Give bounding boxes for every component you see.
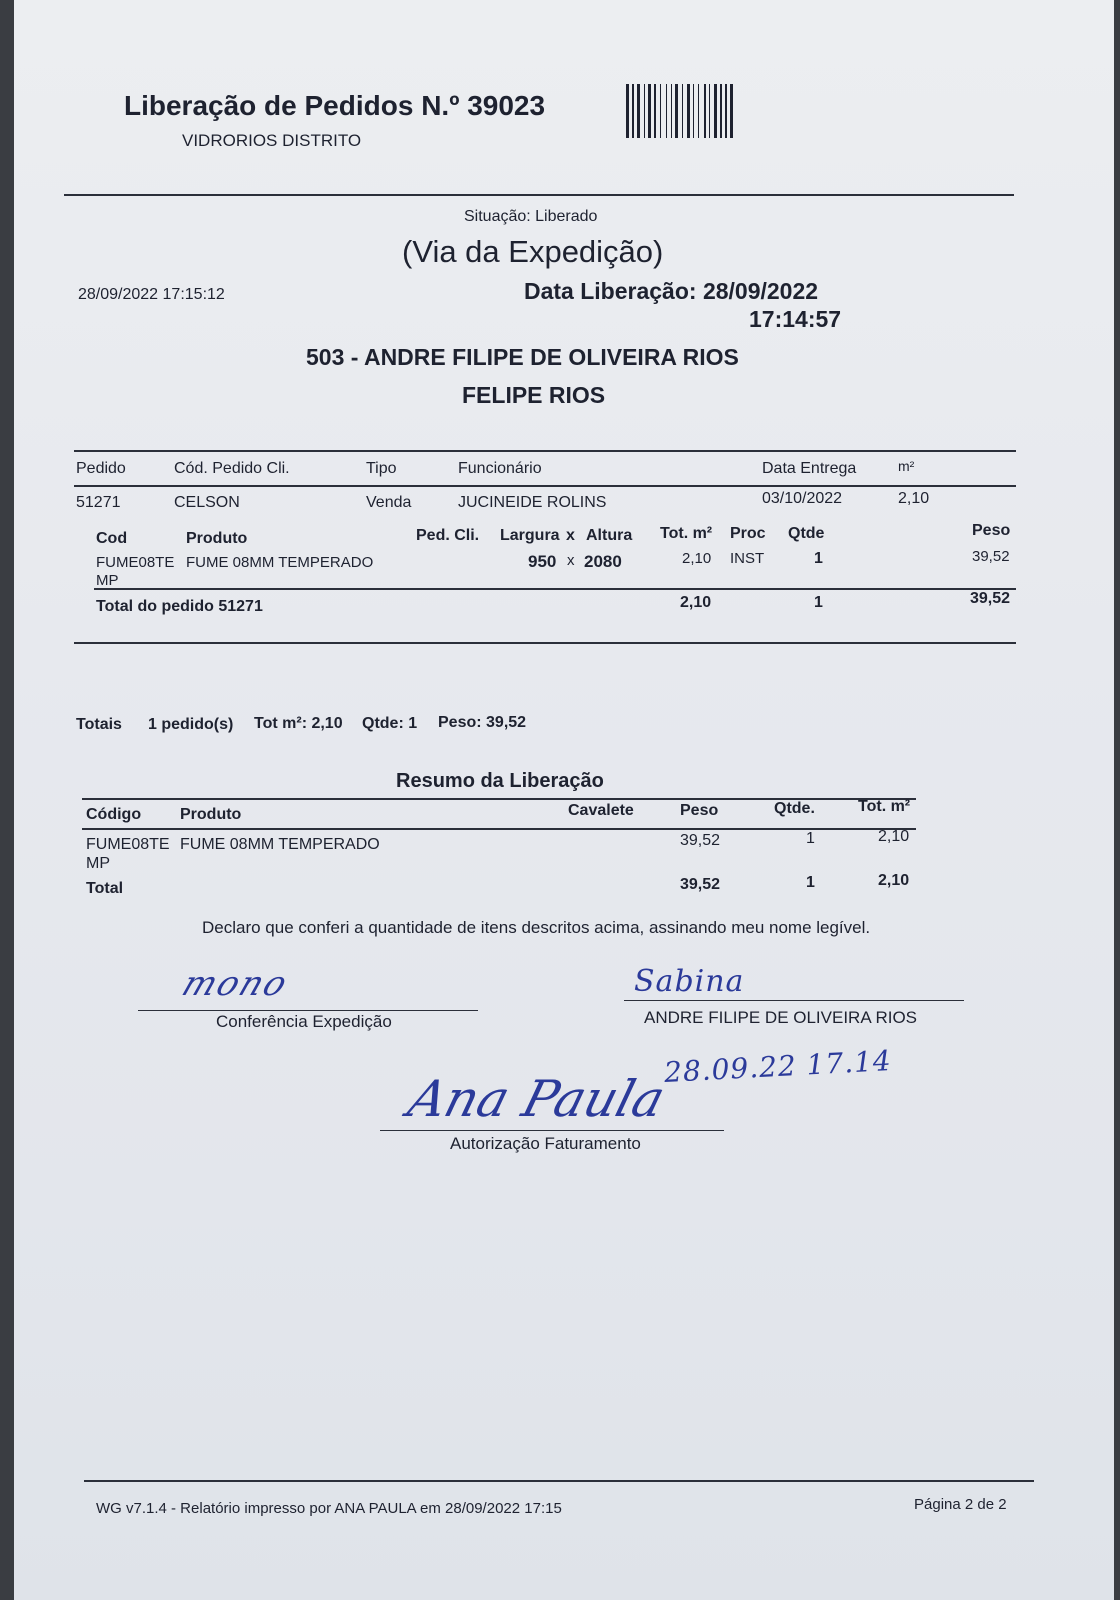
order-data-entrega: 03/10/2022 — [762, 490, 843, 507]
barcode-icon — [624, 84, 794, 138]
summary-tot-m2: 2,10 — [878, 828, 910, 845]
summary-total-m2: 2,10 — [878, 872, 910, 889]
summary-col-cavalete: Cavalete — [568, 802, 634, 819]
summary-total-peso: 39,52 — [680, 876, 721, 893]
item-x: x — [567, 552, 575, 569]
order-total-qtde: 1 — [814, 594, 823, 611]
order-table-header-line — [74, 485, 1016, 487]
col-data-entrega: Data Entrega — [762, 460, 857, 477]
items-col-largura: Largura — [500, 527, 560, 544]
order-total-label: Total do pedido 51271 — [96, 598, 263, 615]
item-produto: FUME 08MM TEMPERADO — [186, 554, 374, 571]
totals-peso: Peso: 39,52 — [438, 714, 527, 731]
col-funcionario: Funcionário — [458, 460, 542, 477]
signature-label-cliente: ANDRE FILIPE DE OLIVEIRA RIOS — [644, 1008, 918, 1027]
summary-codigo-cont: MP — [86, 855, 110, 872]
signature-label-autorizacao: Autorização Faturamento — [450, 1134, 641, 1153]
signature-line-expedicao — [138, 1010, 478, 1011]
totals-label: Totais — [76, 716, 122, 733]
item-qtde: 1 — [814, 550, 823, 567]
summary-col-peso: Peso — [680, 802, 719, 819]
release-date: Data Liberação: 28/09/2022 — [524, 278, 819, 304]
company-name: VIDRORIOS DISTRITO — [182, 131, 362, 150]
item-cod-cont: MP — [96, 572, 119, 589]
order-total-peso: 39,52 — [970, 590, 1011, 607]
col-m2: m² — [898, 458, 915, 474]
items-total-line — [94, 588, 1016, 590]
handwritten-date: 28.09.22 17.14 — [663, 1044, 893, 1089]
declaration-text: Declaro que conferi a quantidade de itens descritos acima, assinando meu nome legível. — [202, 918, 871, 937]
order-table-bottom — [74, 642, 1016, 644]
summary-col-tot-m2: Tot. m² — [858, 798, 911, 815]
signature-expedicao: mono — [176, 964, 295, 1004]
signature-autorizacao: Ana Paula — [402, 1070, 672, 1128]
summary-produto: FUME 08MM TEMPERADO — [180, 836, 380, 853]
item-peso: 39,52 — [972, 548, 1010, 565]
items-col-ped-cli: Ped. Cli. — [416, 527, 480, 544]
item-cod: FUME08TE — [96, 554, 175, 571]
item-altura: 2080 — [584, 552, 622, 571]
summary-col-qtde: Qtde. — [774, 800, 815, 817]
order-total-m2: 2,10 — [680, 594, 712, 611]
summary-col-produto: Produto — [180, 806, 242, 823]
summary-header-line — [82, 828, 916, 830]
items-col-altura: Altura — [586, 527, 633, 544]
item-proc: INST — [730, 550, 765, 567]
item-tot-m2: 2,10 — [682, 550, 712, 567]
col-pedido: Pedido — [76, 460, 126, 477]
order-funcionario: JUCINEIDE ROLINS — [458, 494, 607, 511]
order-pedido: 51271 — [76, 494, 121, 511]
summary-codigo: FUME08TE — [86, 836, 170, 853]
document-page — [14, 0, 1114, 1600]
status-text: Situação: Liberado — [464, 208, 598, 225]
items-col-proc: Proc — [730, 525, 766, 542]
client-alias: FELIPE RIOS — [462, 382, 606, 408]
summary-title: Resumo da Liberação — [396, 770, 604, 792]
signature-line-cliente — [624, 1000, 964, 1001]
footer-divider — [84, 1480, 1034, 1482]
print-datetime: 28/09/2022 17:15:12 — [78, 286, 225, 303]
order-tipo: Venda — [366, 494, 412, 511]
items-col-peso: Peso — [972, 522, 1011, 539]
summary-total-qtde: 1 — [806, 874, 815, 891]
totals-m2: Tot m²: 2,10 — [254, 715, 343, 732]
signature-line-autorizacao — [380, 1130, 724, 1131]
footer-page-number: Página 2 de 2 — [914, 1496, 1007, 1513]
items-col-produto: Produto — [186, 530, 248, 547]
items-col-qtde: Qtde — [788, 525, 825, 542]
items-col-x: x — [566, 527, 575, 544]
order-table-top — [74, 450, 1016, 452]
order-m2: 2,10 — [898, 490, 930, 507]
summary-col-codigo: Código — [86, 806, 142, 823]
client-name: 503 - ANDRE FILIPE DE OLIVEIRA RIOS — [306, 344, 739, 370]
items-col-tot-m2: Tot. m² — [660, 525, 713, 542]
release-time: 17:14:57 — [749, 306, 842, 332]
document-title: Liberação de Pedidos N.º 39023 — [124, 90, 546, 121]
header-divider — [64, 194, 1014, 196]
signature-cliente: Sabina — [634, 964, 745, 999]
totals-qtde: Qtde: 1 — [362, 715, 418, 732]
order-cod-cli: CELSON — [174, 494, 240, 511]
summary-total-label: Total — [86, 880, 124, 897]
col-tipo: Tipo — [366, 460, 397, 477]
col-cod-pedido-cli: Cód. Pedido Cli. — [174, 460, 290, 477]
summary-qtde: 1 — [806, 830, 815, 847]
items-col-cod: Cod — [96, 530, 128, 547]
via-label: (Via da Expedição) — [402, 234, 664, 269]
summary-peso: 39,52 — [680, 832, 721, 849]
signature-label-expedicao: Conferência Expedição — [216, 1012, 392, 1031]
item-largura: 950 — [528, 552, 557, 571]
footer-print-info: WG v7.1.4 - Relatório impresso por ANA PAULA em 28/09/2022 17:15 — [96, 1500, 562, 1517]
totals-pedidos: 1 pedido(s) — [148, 716, 234, 733]
